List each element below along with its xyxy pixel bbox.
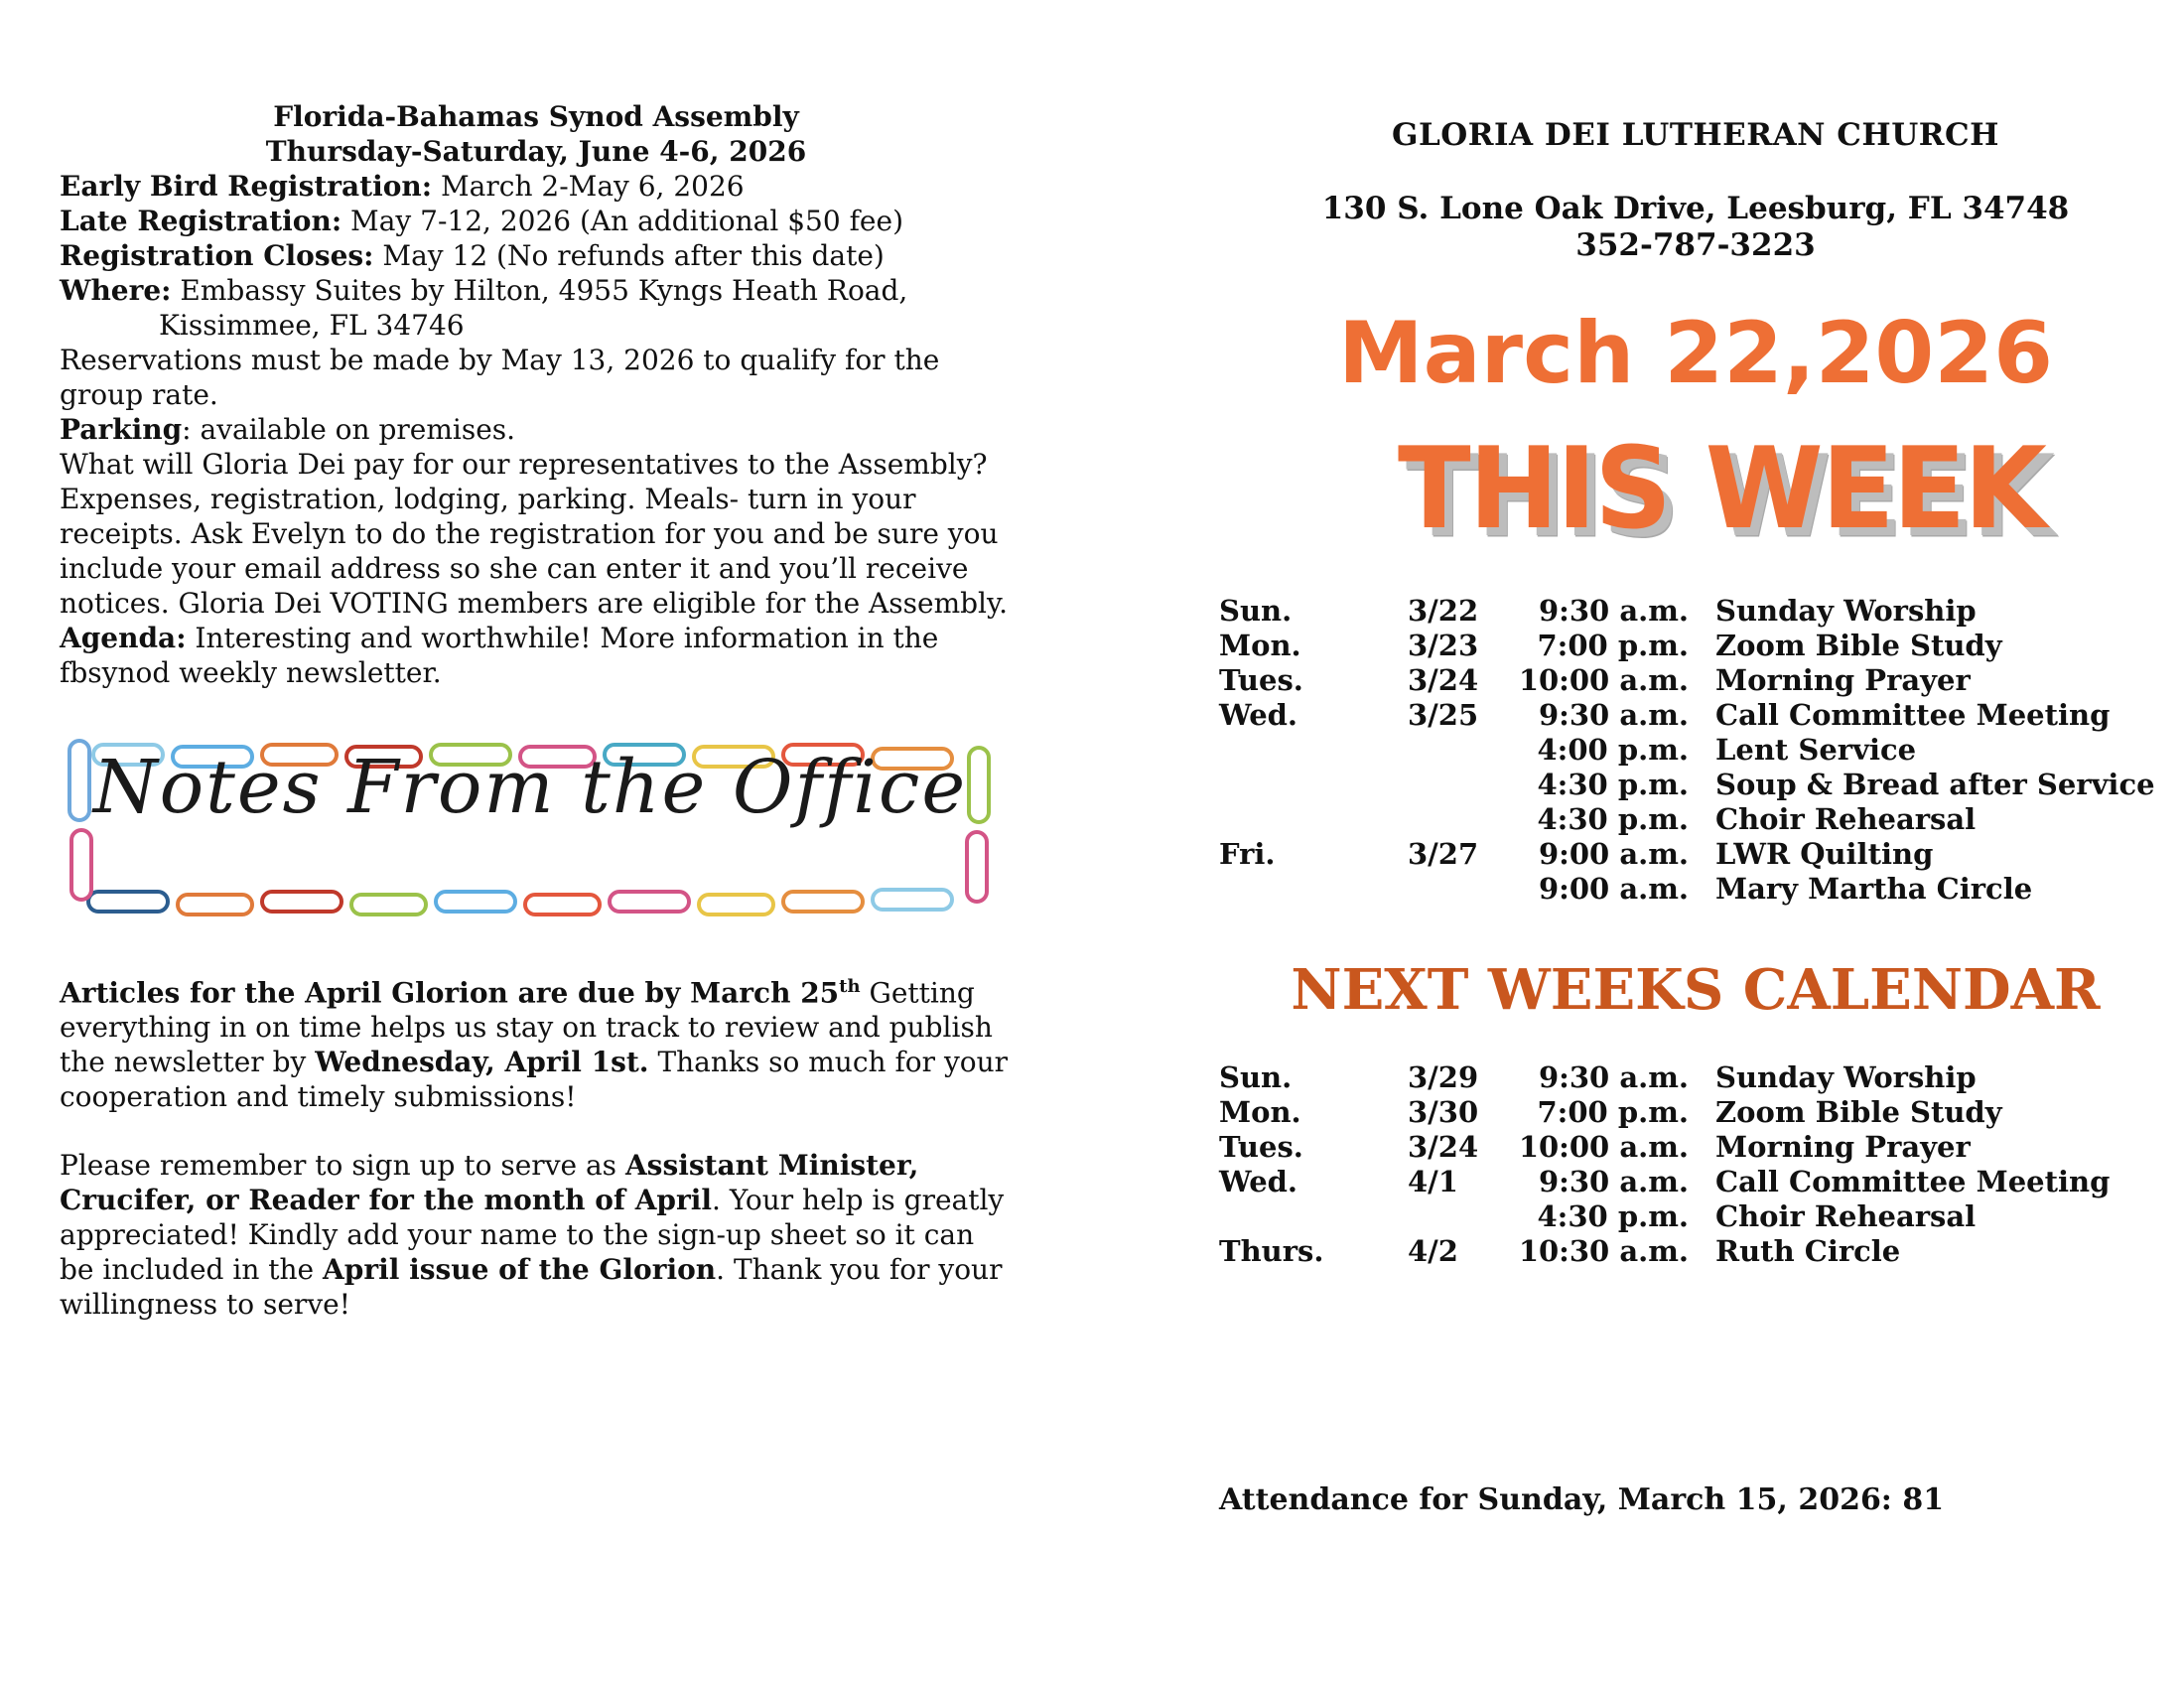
signup-paragraph: [60, 1148, 1013, 1322]
articles-paragraph: [60, 969, 1013, 1114]
next-week-schedule: [1219, 1060, 2172, 1269]
agenda-label: Agenda:: [60, 622, 187, 654]
schedule-row: [1219, 1199, 2172, 1234]
schedule-time: 9:30 a.m.: [1538, 1060, 1689, 1094]
schedule-time: 9:30 a.m.: [1538, 594, 1689, 628]
schedule-row: [1219, 1095, 2172, 1130]
church-address: 130 S. Lone Oak Drive, Leesburg, FL 34748: [1321, 191, 2070, 226]
schedule-time: 4:30 p.m.: [1537, 768, 1689, 801]
signup-text2: . Your help is greatly appreciated! Kindly add your name to the sign-up sheet so it can be included in the: [60, 1184, 1005, 1287]
parking-value: : available on premises.: [182, 413, 516, 446]
schedule-time: 10:30 a.m.: [1518, 1234, 1689, 1268]
notes-banner: [64, 733, 997, 926]
articles-sup: th: [839, 976, 861, 997]
next-weeks-title: NEXT WEEKS CALENDAR: [1291, 957, 2101, 1023]
articles-text1: Getting everything in on time helps us stay on track to review and publish the newsletter by: [60, 976, 993, 1079]
schedule-time: 7:00 p.m.: [1537, 1095, 1689, 1129]
this-week-title: THIS WEEK: [1398, 423, 2045, 555]
schedule-date: 3/29: [1408, 1060, 1479, 1094]
where: [60, 273, 1013, 308]
schedule-event: Lent Service: [1715, 733, 1917, 767]
schedule-day: Tues.: [1219, 663, 1303, 697]
schedule-date: 3/25: [1408, 698, 1479, 732]
late-value: May 7-12, 2026 (An additional $50 fee): [341, 205, 903, 237]
schedule-row: [1219, 629, 2172, 663]
pay-paragraph: What will Gloria Dei pay for our representatives to the Assembly? Expenses, registration, lodging, parking. Meals- turn in your receipts. Ask Evelyn to do the registration for you and be sure you include your email address so she can enter it and you’ll receive notices. Gloria Dei VOTING members are eligible for the Assembly.: [60, 448, 1008, 620]
where-label: Where:: [60, 274, 172, 307]
church-contact: [1219, 191, 2172, 264]
schedule-event: Choir Rehearsal: [1715, 802, 1977, 836]
schedule-row: [1219, 872, 2172, 907]
schedule-event: Mary Martha Circle: [1715, 872, 2033, 906]
schedule-date: 3/27: [1408, 837, 1479, 871]
parking-label: Parking: [60, 413, 183, 446]
early-label: Early Bird Registration:: [60, 170, 433, 203]
schedule-event: Soup & Bread after Service: [1715, 768, 2155, 801]
schedule-day: Fri.: [1219, 837, 1276, 871]
schedule-row: [1219, 802, 2172, 837]
schedule-row: [1219, 837, 2172, 872]
schedule-day: Thurs.: [1219, 1234, 1324, 1268]
schedule-event: Zoom Bible Study: [1715, 1095, 2002, 1129]
schedule-row: [1219, 594, 2172, 629]
schedule-time: 9:30 a.m.: [1538, 698, 1689, 732]
agenda: [60, 621, 1013, 690]
schedule-time: 10:00 a.m.: [1518, 1130, 1689, 1164]
right-column: [1219, 109, 2172, 1658]
articles-date: Wednesday, April 1st.: [315, 1046, 649, 1079]
schedule-time: 4:00 p.m.: [1537, 733, 1689, 767]
where-value: Embassy Suites by Hilton, 4955 Kyngs Heath Road,: [171, 274, 908, 307]
schedule-event: Call Committee Meeting: [1715, 1165, 2111, 1198]
schedule-day: Tues.: [1219, 1130, 1303, 1164]
schedule-row: [1219, 733, 2172, 768]
schedule-date: 3/22: [1408, 594, 1479, 628]
schedule-row: [1219, 1234, 2172, 1269]
church-phone: 352-787-3223: [1575, 227, 1816, 263]
left-column: [60, 99, 1013, 1322]
schedule-time: 4:30 p.m.: [1537, 802, 1689, 836]
schedule-event: Sunday Worship: [1715, 594, 1977, 628]
schedule-event: Ruth Circle: [1715, 1234, 1901, 1268]
schedule-date: 3/23: [1408, 629, 1479, 662]
late-label: Late Registration:: [60, 205, 342, 237]
schedule-time: 9:30 a.m.: [1538, 1165, 1689, 1198]
signup-bold2: April issue of the Glorion: [323, 1253, 717, 1287]
articles-lead: Articles for the April Glorion are due by March 25: [60, 976, 840, 1010]
schedule-event: Zoom Bible Study: [1715, 629, 2002, 662]
this-week-schedule: [1219, 594, 2172, 907]
schedule-event: Morning Prayer: [1715, 663, 1971, 697]
schedule-time: 4:30 p.m.: [1537, 1199, 1689, 1233]
schedule-event: Choir Rehearsal: [1715, 1199, 1977, 1233]
signup-text1: Please remember to sign up to serve as: [60, 1149, 625, 1183]
schedule-event: LWR Quilting: [1715, 837, 1934, 871]
schedule-date: 3/24: [1408, 663, 1479, 697]
assembly-title: Florida-Bahamas Synod Assembly: [273, 100, 799, 133]
schedule-row: [1219, 1130, 2172, 1165]
schedule-date: 4/1: [1408, 1165, 1458, 1198]
schedule-date: 3/24: [1408, 1130, 1479, 1164]
schedule-event: Morning Prayer: [1715, 1130, 1971, 1164]
church-name: GLORIA DEI LUTHERAN CHURCH: [1392, 117, 1999, 153]
where-city: Kissimmee, FL 34746: [159, 309, 465, 342]
schedule-date: 3/30: [1408, 1095, 1479, 1129]
schedule-event: Sunday Worship: [1715, 1060, 1977, 1094]
parking: [60, 412, 1013, 447]
early-registration: [60, 169, 1013, 204]
registration-closes: [60, 238, 1013, 273]
attendance: Attendance for Sunday, March 15, 2026: 81: [1219, 1482, 1945, 1517]
schedule-day: Mon.: [1219, 629, 1301, 662]
articles-text2: Thanks so much for your cooperation and timely submissions!: [60, 1046, 1009, 1114]
spacer: [60, 1114, 1013, 1148]
closes-label: Registration Closes:: [60, 239, 374, 272]
early-value: March 2-May 6, 2026: [432, 170, 745, 203]
schedule-row: [1219, 663, 2172, 698]
schedule-row: [1219, 698, 2172, 733]
schedule-time: 9:00 a.m.: [1538, 837, 1689, 871]
schedule-date: 4/2: [1408, 1234, 1458, 1268]
signup-text3: . Thank you for your willingness to serve!: [60, 1253, 1003, 1322]
agenda-value: Interesting and worthwhile! More information in the fbsynod weekly newsletter.: [60, 622, 939, 689]
assembly-dates: Thursday-Saturday, June 4-6, 2026: [265, 135, 807, 168]
schedule-day: Mon.: [1219, 1095, 1301, 1129]
schedule-row: [1219, 1060, 2172, 1095]
notes-banner-text: Notes From the Office: [92, 745, 968, 830]
schedule-day: Sun.: [1219, 594, 1293, 628]
schedule-day: Wed.: [1219, 698, 1298, 732]
schedule-time: 9:00 a.m.: [1538, 872, 1689, 906]
reservations-note: Reservations must be made by May 13, 2026 to qualify for the group rate.: [60, 344, 940, 411]
schedule-row: [1219, 1165, 2172, 1199]
schedule-time: 7:00 p.m.: [1537, 629, 1689, 662]
signup-bold1: Assistant Minister, Crucifer, or Reader for the month of April: [60, 1149, 919, 1217]
schedule-row: [1219, 768, 2172, 802]
closes-value: May 12 (No refunds after this date): [373, 239, 885, 272]
schedule-event: Call Committee Meeting: [1715, 698, 2111, 732]
late-registration: [60, 204, 1013, 238]
schedule-time: 10:00 a.m.: [1518, 663, 1689, 697]
schedule-day: Wed.: [1219, 1165, 1298, 1198]
schedule-day: Sun.: [1219, 1060, 1293, 1094]
bulletin-date: March 22,2026: [1338, 304, 2053, 403]
